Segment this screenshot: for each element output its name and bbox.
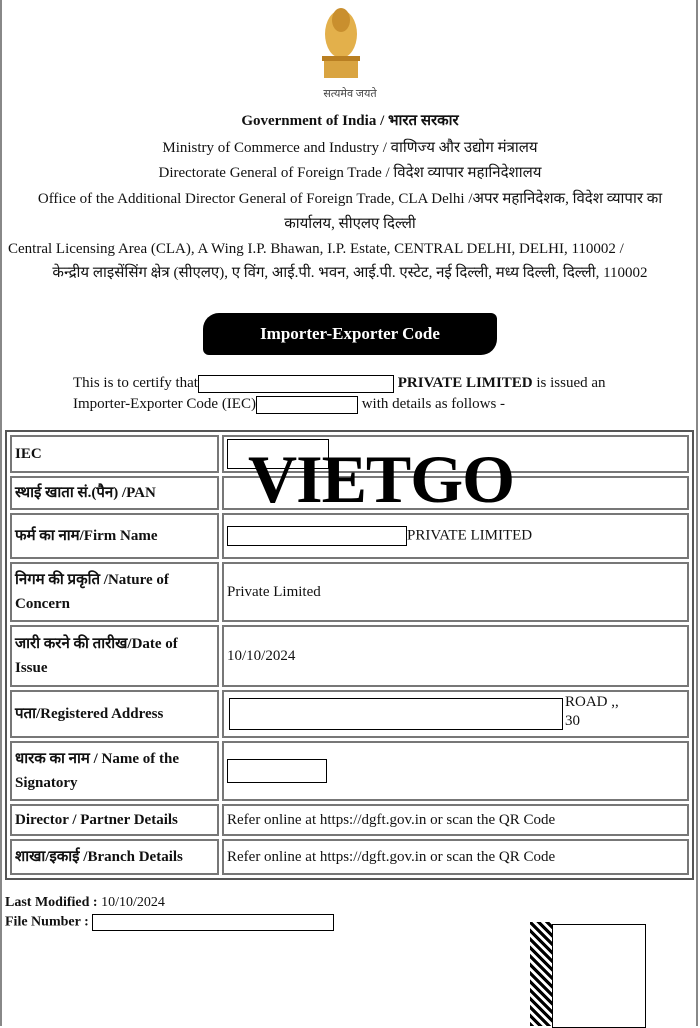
redacted-address: [229, 698, 563, 730]
file-number-label: File Number :: [5, 914, 89, 930]
last-modified-value: 10/10/2024: [97, 895, 165, 910]
address-line-1: Central Licensing Area (CLA), A Wing I.P. Bhawan, I.P. Estate, CENTRAL DELHI, DELHI, 110002 /: [8, 241, 624, 257]
redacted-firm-name: [227, 526, 407, 546]
file-number: [5, 914, 334, 931]
government-heading: Government of India / भारत सरकार: [241, 113, 459, 129]
certify-text: This is to certify that: [73, 375, 198, 391]
address-fragment: ROAD ,,: [565, 694, 619, 710]
row-label: पता/Registered Address: [10, 690, 219, 738]
row-label: Director / Partner Details: [10, 804, 219, 836]
office-line-1: Office of the Additional Director General of Foreign Trade, CLA Delhi /अपर महानिदेशक, विदेश व्यापार का: [37, 191, 663, 207]
certify-details-text: with details as follows -: [357, 396, 506, 412]
certify-company-suffix: PRIVATE LIMITED: [397, 375, 533, 391]
address-fragment-2: 30: [565, 713, 580, 729]
last-modified-label: Last Modified :: [5, 895, 98, 910]
document-title: Importer-Exporter Code: [203, 313, 497, 355]
table-row: [10, 839, 689, 875]
last-modified: [5, 895, 165, 911]
emblem-motto: सत्यमेव जयते: [323, 88, 377, 100]
address-line-2: केन्द्रीय लाइसेंसिंग क्षेत्र (सीएलए), ए विंग, आई.पी. भवन, आई.पी. एस्टेट, नई दिल्ली, मध्य दिल्ली, दिल्ली, 110002: [52, 265, 648, 281]
redacted-qr-area: [552, 924, 646, 1028]
row-label: फर्म का नाम/Firm Name: [10, 513, 219, 559]
table-row: [10, 804, 689, 836]
redacted-iec: [256, 396, 358, 414]
row-value: 10/10/2024: [222, 625, 689, 687]
table-row: [10, 513, 689, 559]
certify-line-2: [73, 394, 505, 414]
redacted-signatory: [227, 759, 327, 783]
row-value: Refer online at https://dgft.gov.in or scan the QR Code: [222, 839, 689, 875]
row-value: [222, 513, 689, 559]
redacted-file-number: [92, 914, 334, 931]
row-label: धारक का नाम / Name of the Signatory: [10, 741, 219, 801]
watermark: VIETGO: [248, 441, 515, 517]
table-row: [10, 741, 689, 801]
ministry-line: Ministry of Commerce and Industry / वाणिज्य और उद्योग मंत्रालय: [162, 140, 538, 156]
row-label: निगम की प्रकृति /Nature of Concern: [10, 562, 219, 622]
redacted-firm: [198, 375, 394, 393]
row-value: [222, 741, 689, 801]
certify-line-1: [73, 373, 606, 393]
row-label: शाखा/इकाई /Branch Details: [10, 839, 219, 875]
certify-text-2: is issued an: [532, 375, 606, 391]
national-emblem-icon: [318, 0, 364, 84]
row-label: जारी करने की तारीख/Date of Issue: [10, 625, 219, 687]
certify-iec-text: Importer-Exporter Code (IEC): [73, 396, 256, 412]
table-row: [10, 625, 689, 687]
qr-code-icon: [530, 922, 552, 1026]
row-label: IEC: [10, 435, 219, 473]
row-value: Refer online at https://dgft.gov.in or scan the QR Code: [222, 804, 689, 836]
table-row: [10, 562, 689, 622]
firm-name-suffix: PRIVATE LIMITED: [407, 527, 533, 544]
directorate-line: Directorate General of Foreign Trade / विदेश व्यापार महानिदेशालय: [158, 165, 542, 181]
row-value: Private Limited: [222, 562, 689, 622]
row-label: स्थाई खाता सं.(पैन) /PAN: [10, 476, 219, 510]
table-row: [10, 690, 689, 738]
office-line-2: कार्यालय, सीएलए दिल्ली: [284, 216, 416, 232]
row-value: [222, 690, 689, 738]
